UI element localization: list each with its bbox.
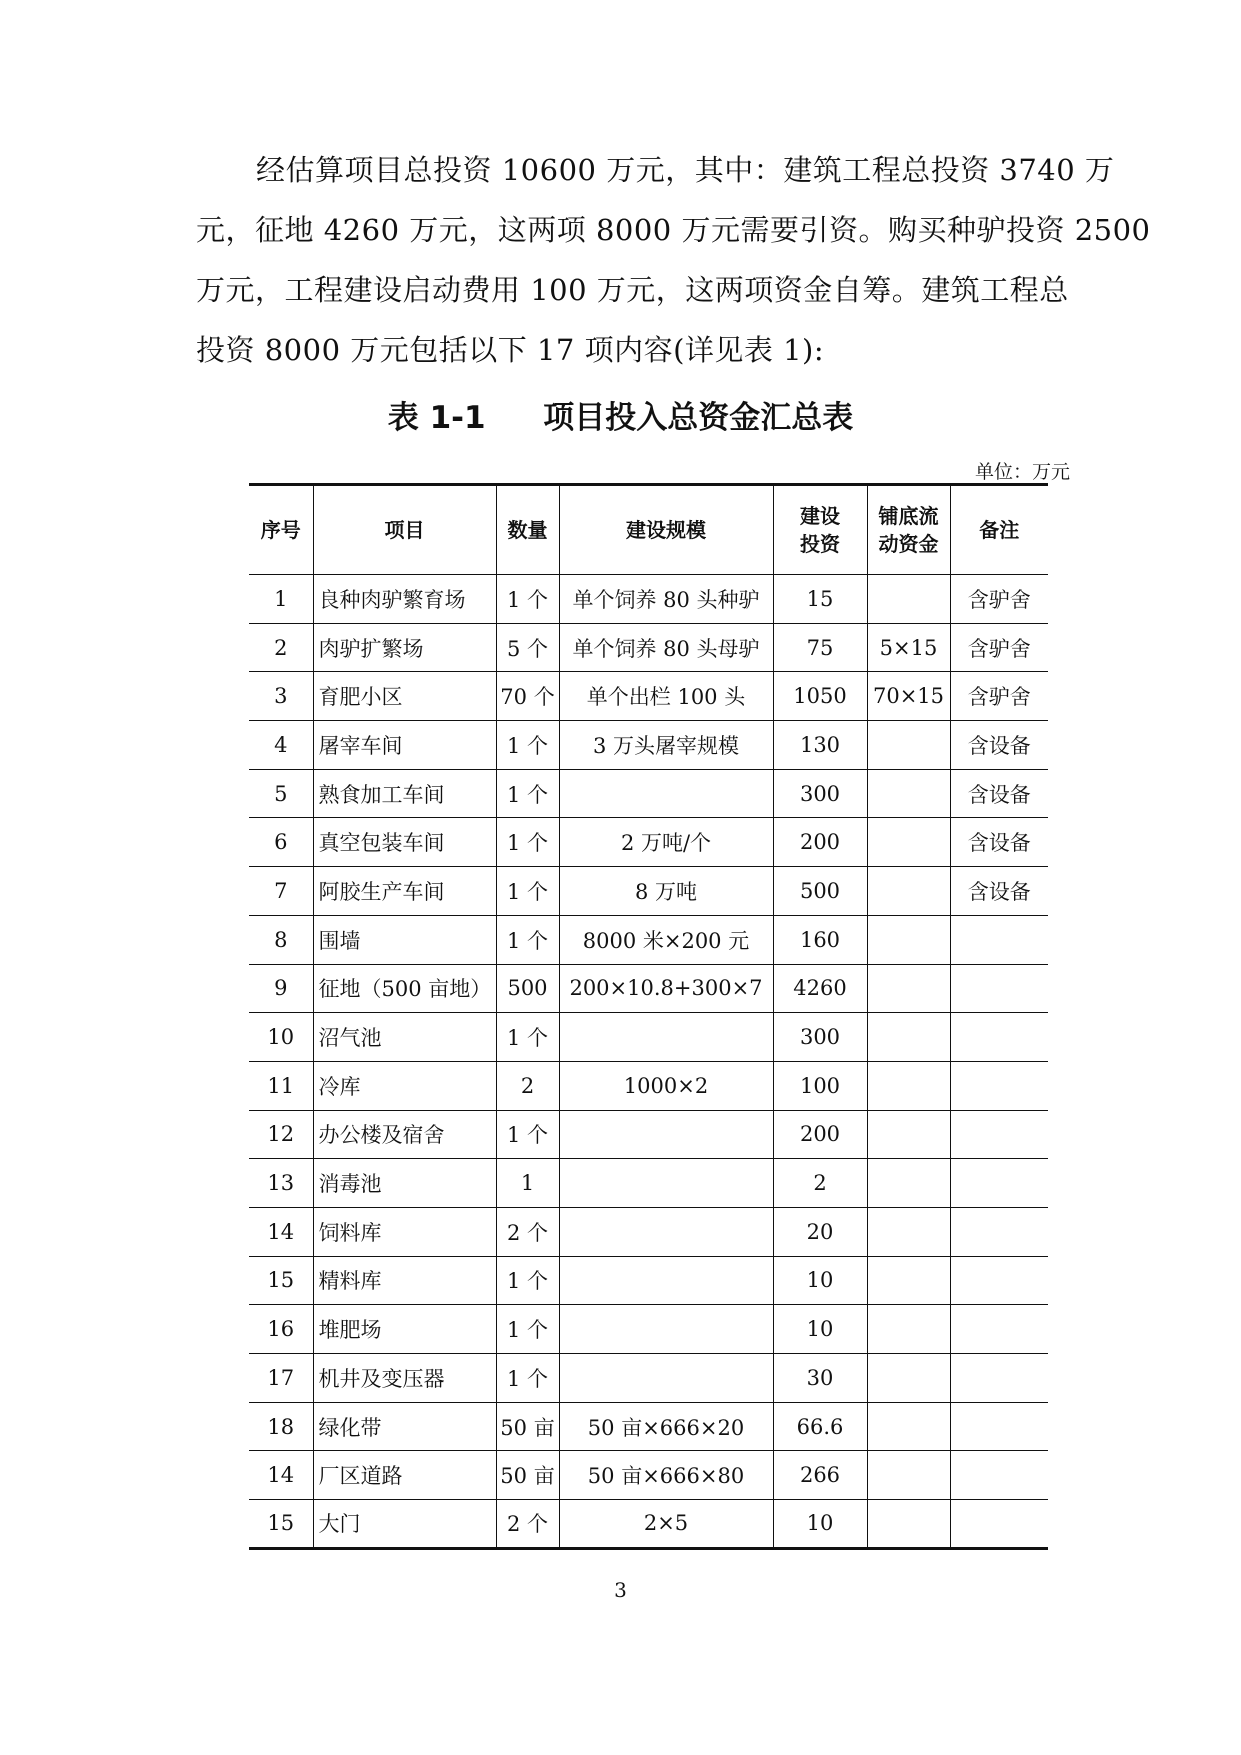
cell-scale: 8 万吨 — [559, 867, 773, 916]
cell-item: 育肥小区 — [313, 672, 496, 721]
cell-index: 16 — [249, 1305, 313, 1354]
cell-item: 绿化带 — [313, 1402, 496, 1451]
table-header-row — [249, 485, 1048, 575]
cell-investment: 4260 — [773, 964, 867, 1013]
cell-scale: 2×5 — [559, 1500, 773, 1549]
cell-quantity: 1 — [496, 1159, 559, 1208]
cell-remark — [950, 1013, 1048, 1062]
cell-working-capital — [867, 915, 950, 964]
cell-working-capital — [867, 1061, 950, 1110]
cell-scale: 2 万吨/个 — [559, 818, 773, 867]
cell-index: 5 — [249, 769, 313, 818]
table-row — [249, 1061, 1048, 1110]
cell-item: 精料库 — [313, 1256, 496, 1305]
cell-working-capital — [867, 1305, 950, 1354]
cell-scale: 单个饲养 80 头种驴 — [559, 575, 773, 624]
cell-item: 肉驴扩繁场 — [313, 623, 496, 672]
cell-quantity: 1 个 — [496, 867, 559, 916]
cell-remark: 含驴舍 — [950, 575, 1048, 624]
cell-quantity: 1 个 — [496, 721, 559, 770]
intro-paragraph — [196, 140, 1151, 380]
cell-investment: 75 — [773, 623, 867, 672]
cell-scale: 单个饲养 80 头母驴 — [559, 623, 773, 672]
paragraph-line: 经估算项目总投资 10600 万元，其中：建筑工程总投资 3740 万 — [256, 153, 1115, 187]
cell-remark: 含驴舍 — [950, 623, 1048, 672]
cell-index: 10 — [249, 1013, 313, 1062]
cell-scale — [559, 1207, 773, 1256]
cell-remark — [950, 1061, 1048, 1110]
cell-investment: 200 — [773, 1110, 867, 1159]
table-row — [249, 1402, 1048, 1451]
cell-quantity: 1 个 — [496, 1305, 559, 1354]
cell-scale — [559, 1013, 773, 1062]
cell-item: 熟食加工车间 — [313, 769, 496, 818]
cell-index: 15 — [249, 1500, 313, 1549]
cell-index: 14 — [249, 1207, 313, 1256]
cell-item: 屠宰车间 — [313, 721, 496, 770]
cell-scale: 50 亩×666×20 — [559, 1402, 773, 1451]
table-row — [249, 1451, 1048, 1500]
cell-working-capital — [867, 721, 950, 770]
cell-index: 11 — [249, 1061, 313, 1110]
cell-item: 围墙 — [313, 915, 496, 964]
table-row — [249, 1110, 1048, 1159]
cell-quantity: 1 个 — [496, 915, 559, 964]
table-row — [249, 1013, 1048, 1062]
cell-remark — [950, 1500, 1048, 1549]
cell-scale: 200×10.8+300×7 — [559, 964, 773, 1013]
paragraph-line: 万元，工程建设启动费用 100 万元，这两项资金自筹。建筑工程总 — [196, 273, 1069, 307]
table-row — [249, 1256, 1048, 1305]
table-row — [249, 964, 1048, 1013]
cell-index: 7 — [249, 867, 313, 916]
cell-index: 18 — [249, 1402, 313, 1451]
cell-quantity: 1 个 — [496, 1013, 559, 1062]
cell-scale — [559, 1256, 773, 1305]
cell-scale: 3 万头屠宰规模 — [559, 721, 773, 770]
cell-working-capital — [867, 1110, 950, 1159]
cell-item: 阿胶生产车间 — [313, 867, 496, 916]
cell-scale: 1000×2 — [559, 1061, 773, 1110]
cell-quantity: 50 亩 — [496, 1402, 559, 1451]
header-working-capital: 铺底流 动资金 — [867, 485, 950, 575]
cell-item: 厂区道路 — [313, 1451, 496, 1500]
cell-working-capital — [867, 575, 950, 624]
cell-remark — [950, 964, 1048, 1013]
table-title — [0, 392, 1241, 437]
paragraph-line: 元，征地 4260 万元，这两项 8000 万元需要引资。购买种驴投资 2500 — [196, 213, 1151, 247]
unit-label: 单位：万元 — [974, 461, 1070, 483]
cell-scale — [559, 769, 773, 818]
table-row — [249, 1500, 1048, 1549]
cell-investment: 30 — [773, 1354, 867, 1403]
cell-item: 机井及变压器 — [313, 1354, 496, 1403]
cell-item: 办公楼及宿舍 — [313, 1110, 496, 1159]
cell-scale: 单个出栏 100 头 — [559, 672, 773, 721]
cell-remark — [950, 1207, 1048, 1256]
paragraph-line: 投资 8000 万元包括以下 17 项内容(详见表 1): — [196, 333, 825, 367]
cell-working-capital — [867, 1256, 950, 1305]
cell-quantity: 5 个 — [496, 623, 559, 672]
table-row — [249, 867, 1048, 916]
cell-investment: 300 — [773, 769, 867, 818]
cell-item: 饲料库 — [313, 1207, 496, 1256]
cell-scale — [559, 1110, 773, 1159]
cell-investment: 300 — [773, 1013, 867, 1062]
cell-remark: 含设备 — [950, 818, 1048, 867]
cell-remark — [950, 1402, 1048, 1451]
cell-index: 2 — [249, 623, 313, 672]
cell-investment: 130 — [773, 721, 867, 770]
cell-working-capital: 5×15 — [867, 623, 950, 672]
cell-index: 1 — [249, 575, 313, 624]
header-scale: 建设规模 — [559, 485, 773, 575]
cell-remark — [950, 915, 1048, 964]
cell-working-capital — [867, 1207, 950, 1256]
cell-working-capital — [867, 964, 950, 1013]
cell-quantity: 1 个 — [496, 769, 559, 818]
cell-investment: 66.6 — [773, 1402, 867, 1451]
cell-index: 8 — [249, 915, 313, 964]
table-row — [249, 1159, 1048, 1208]
cell-working-capital — [867, 818, 950, 867]
cell-quantity: 1 个 — [496, 575, 559, 624]
table-row — [249, 1207, 1048, 1256]
cell-working-capital — [867, 1451, 950, 1500]
cell-index: 4 — [249, 721, 313, 770]
cell-quantity: 50 亩 — [496, 1451, 559, 1500]
header-investment: 建设 投资 — [773, 485, 867, 575]
cell-quantity: 2 — [496, 1061, 559, 1110]
cell-remark — [950, 1305, 1048, 1354]
cell-item: 堆肥场 — [313, 1305, 496, 1354]
cell-investment: 10 — [773, 1256, 867, 1305]
cell-index: 3 — [249, 672, 313, 721]
cell-scale: 50 亩×666×80 — [559, 1451, 773, 1500]
cell-item: 良种肉驴繁育场 — [313, 575, 496, 624]
cell-working-capital: 70×15 — [867, 672, 950, 721]
investment-summary-table — [249, 483, 1048, 1550]
cell-investment: 500 — [773, 867, 867, 916]
cell-quantity: 2 个 — [496, 1207, 559, 1256]
cell-item: 沼气池 — [313, 1013, 496, 1062]
cell-remark — [950, 1159, 1048, 1208]
cell-index: 9 — [249, 964, 313, 1013]
cell-item: 真空包装车间 — [313, 818, 496, 867]
cell-quantity: 1 个 — [496, 1256, 559, 1305]
cell-scale: 8000 米×200 元 — [559, 915, 773, 964]
table-name: 项目投入总资金汇总表 — [543, 400, 854, 436]
cell-remark: 含驴舍 — [950, 672, 1048, 721]
cell-quantity: 1 个 — [496, 818, 559, 867]
header-quantity: 数量 — [496, 485, 559, 575]
cell-index: 12 — [249, 1110, 313, 1159]
cell-remark — [950, 1451, 1048, 1500]
cell-scale — [559, 1305, 773, 1354]
cell-index: 6 — [249, 818, 313, 867]
cell-remark: 含设备 — [950, 769, 1048, 818]
table-number: 表 1-1 — [387, 400, 486, 436]
cell-investment: 15 — [773, 575, 867, 624]
cell-investment: 20 — [773, 1207, 867, 1256]
table-row — [249, 1305, 1048, 1354]
cell-working-capital — [867, 1354, 950, 1403]
cell-quantity: 2 个 — [496, 1500, 559, 1549]
page-number: 3 — [614, 1578, 627, 1602]
cell-investment: 1050 — [773, 672, 867, 721]
cell-investment: 160 — [773, 915, 867, 964]
cell-index: 13 — [249, 1159, 313, 1208]
table-row — [249, 1354, 1048, 1403]
table-row — [249, 769, 1048, 818]
cell-quantity: 1 个 — [496, 1354, 559, 1403]
table-row — [249, 915, 1048, 964]
cell-quantity: 70 个 — [496, 672, 559, 721]
cell-working-capital — [867, 1013, 950, 1062]
cell-item: 大门 — [313, 1500, 496, 1549]
cell-scale — [559, 1354, 773, 1403]
cell-quantity: 500 — [496, 964, 559, 1013]
cell-remark — [950, 1256, 1048, 1305]
cell-working-capital — [867, 1159, 950, 1208]
table-row — [249, 623, 1048, 672]
header-remark: 备注 — [950, 485, 1048, 575]
cell-index: 14 — [249, 1451, 313, 1500]
header-item: 项目 — [313, 485, 496, 575]
cell-investment: 10 — [773, 1500, 867, 1549]
cell-working-capital — [867, 1500, 950, 1549]
table-row — [249, 818, 1048, 867]
cell-index: 17 — [249, 1354, 313, 1403]
cell-remark: 含设备 — [950, 867, 1048, 916]
table-row — [249, 672, 1048, 721]
cell-remark — [950, 1354, 1048, 1403]
cell-remark: 含设备 — [950, 721, 1048, 770]
table-row — [249, 575, 1048, 624]
cell-investment: 266 — [773, 1451, 867, 1500]
cell-working-capital — [867, 769, 950, 818]
cell-investment: 200 — [773, 818, 867, 867]
cell-item: 征地（500 亩地） — [313, 964, 496, 1013]
cell-item: 消毒池 — [313, 1159, 496, 1208]
cell-item: 冷库 — [313, 1061, 496, 1110]
cell-investment: 2 — [773, 1159, 867, 1208]
cell-working-capital — [867, 1402, 950, 1451]
cell-investment: 100 — [773, 1061, 867, 1110]
cell-investment: 10 — [773, 1305, 867, 1354]
header-index: 序号 — [249, 485, 313, 575]
cell-remark — [950, 1110, 1048, 1159]
cell-working-capital — [867, 867, 950, 916]
cell-index: 15 — [249, 1256, 313, 1305]
cell-scale — [559, 1159, 773, 1208]
cell-quantity: 1 个 — [496, 1110, 559, 1159]
table-row — [249, 721, 1048, 770]
